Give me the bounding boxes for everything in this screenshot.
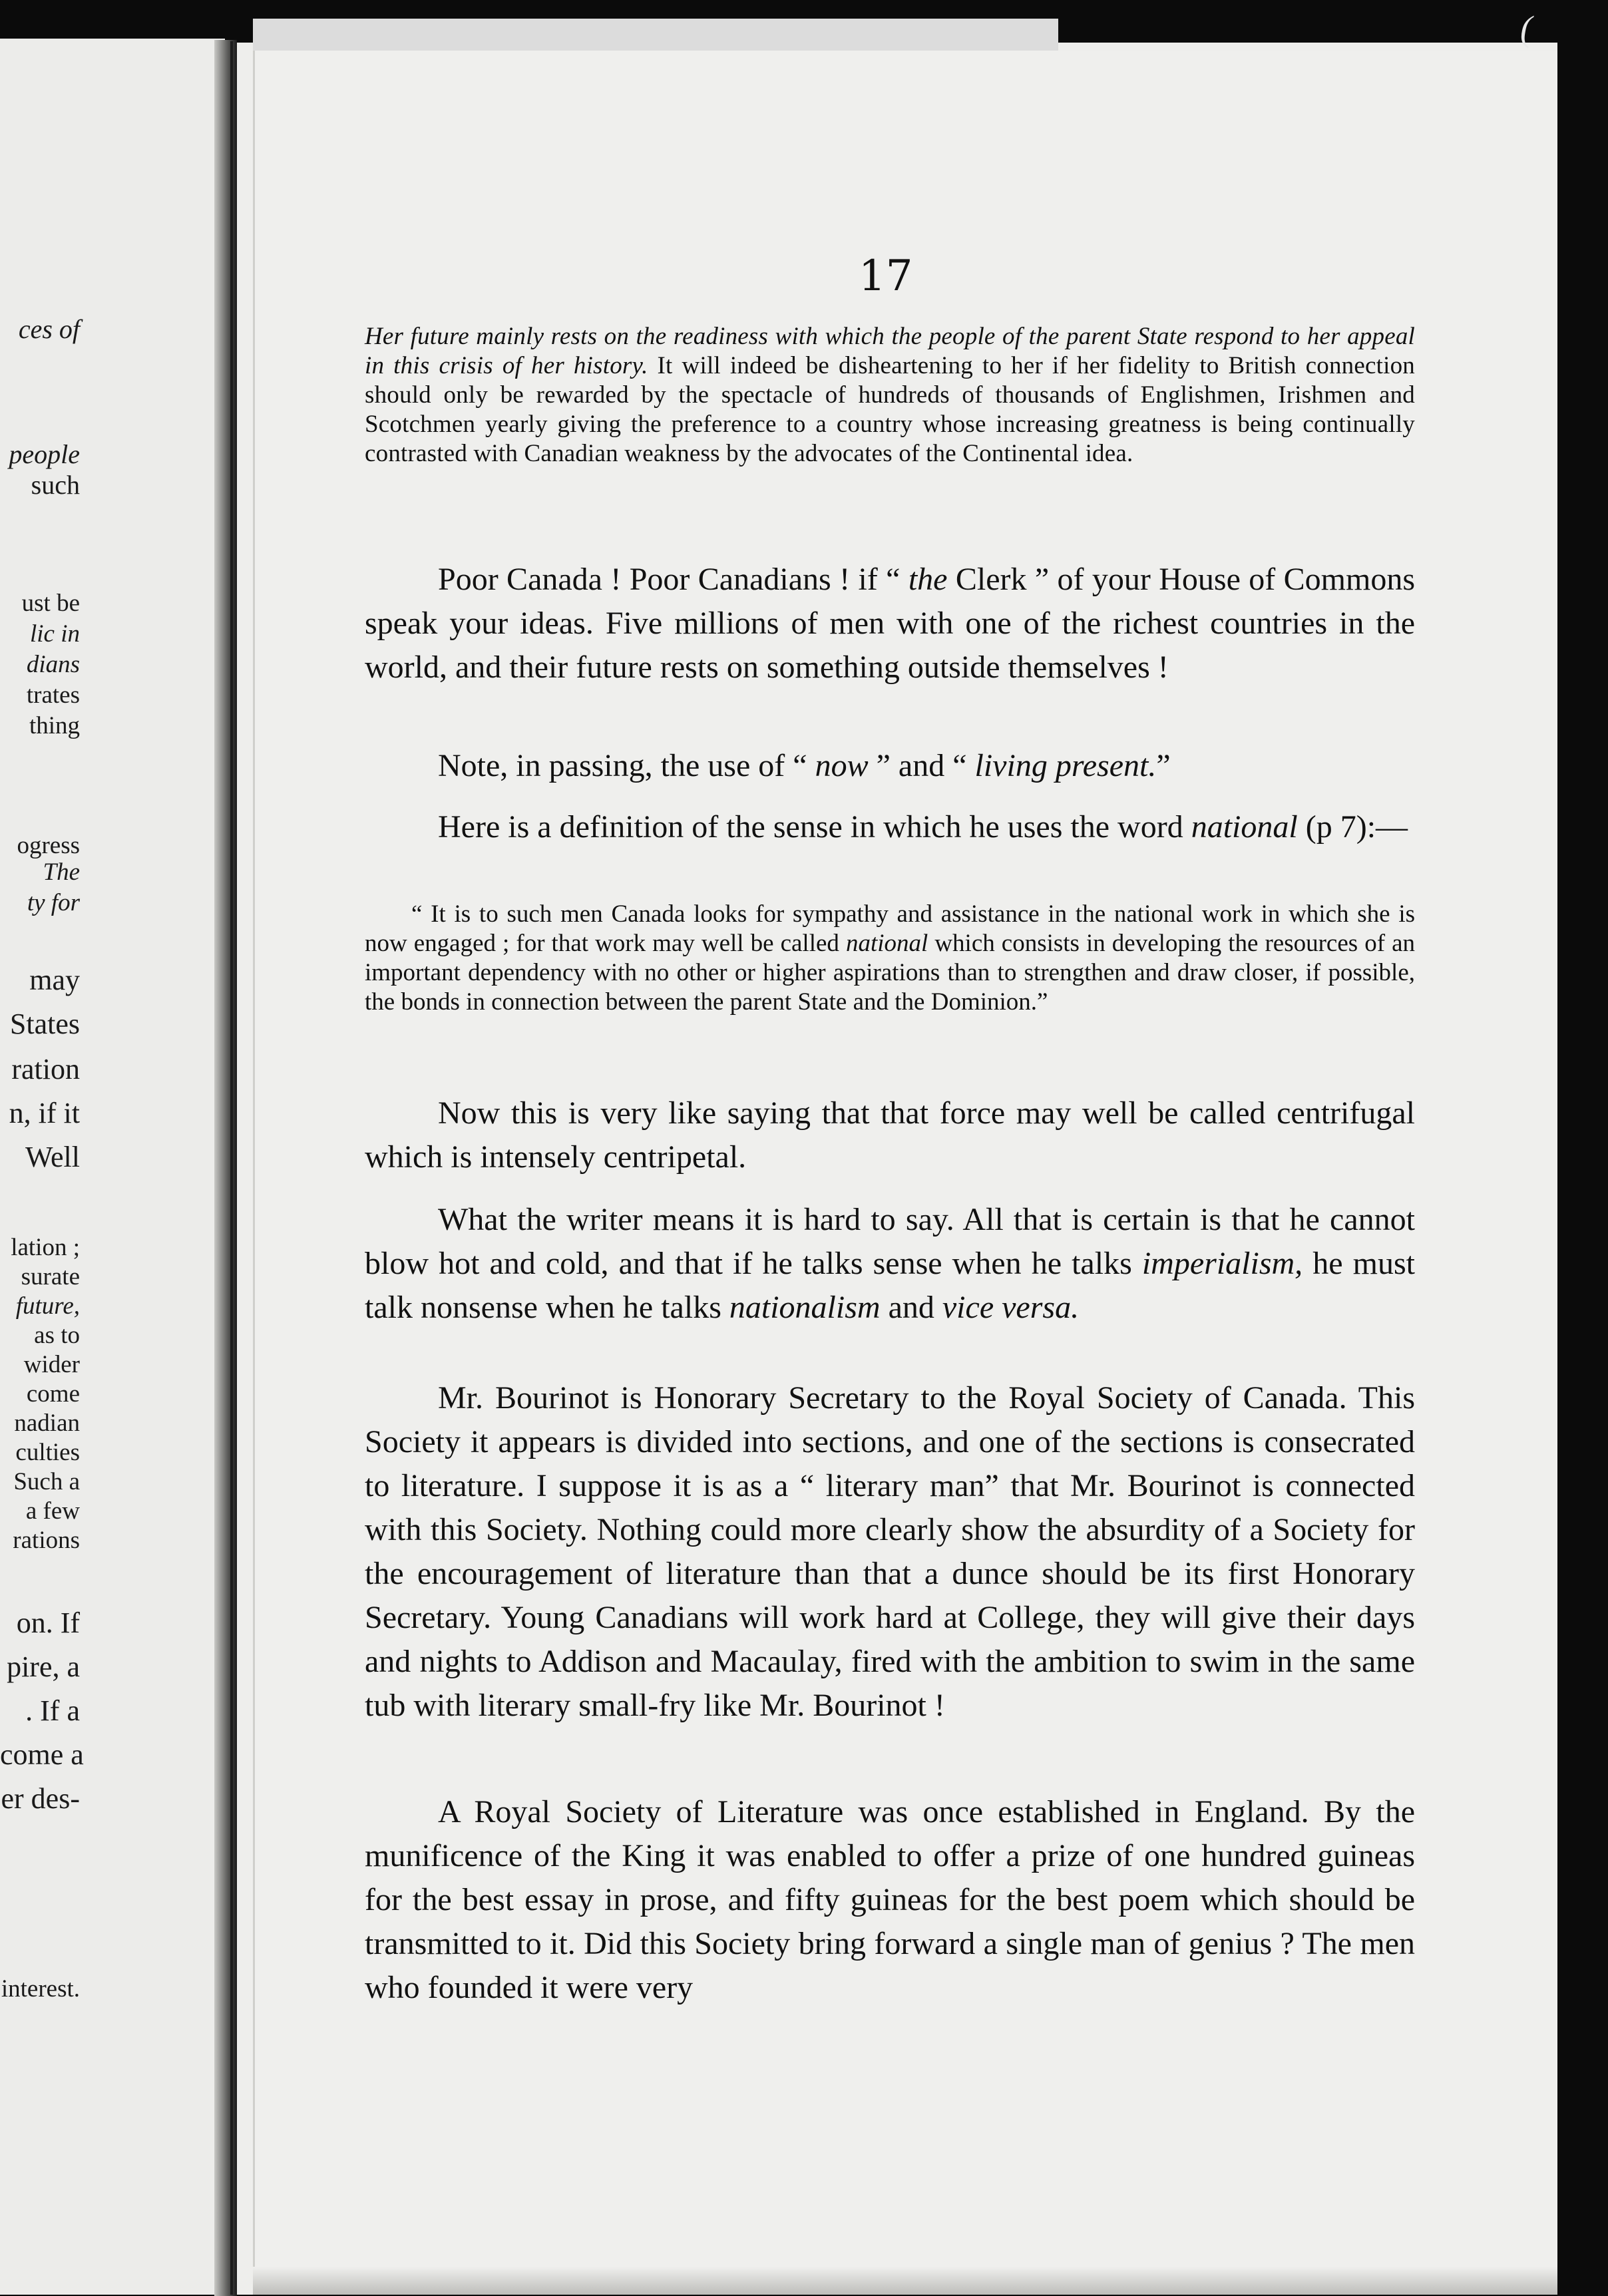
top-quote (365, 322, 1415, 469)
para5-text-a: What the writer means it is hard to say. All that is certain is that he cannot blow hot and cold, and that if he talks sense when he talks (365, 1202, 1415, 1281)
left-page-fragment: ration (11, 1053, 80, 1085)
left-page-fragment: interest. (1, 1975, 80, 2003)
para3-text-a: Here is a definition of the sense in which he uses the word (438, 809, 1191, 845)
para2-emphasis-living: living present. (974, 748, 1157, 783)
corner-mark: ( (1520, 9, 1532, 49)
left-page-fragment: as to (34, 1322, 80, 1349)
left-page-fragment: dians (26, 651, 80, 678)
left-page-fragment: people (9, 439, 80, 469)
para5-text-c: he must talk nonsense when he talks (365, 1246, 1415, 1325)
para2-text-c: ” and “ (868, 748, 975, 783)
para5-text-e: and (880, 1290, 942, 1325)
left-page-fragment: trates (26, 681, 80, 709)
para2-text-e: ” (1156, 748, 1171, 783)
para5-emphasis-imperialism: imperialism, (1141, 1246, 1303, 1281)
para6-text: Mr. Bourinot is Honorary Secretary to the Royal Society of Canada. This Society it appears is divided into sections, and one of the sections is consecrated to literature. I suppose it is as a “ literary man” that Mr. Bourinot is connected with this Society. Nothing could more clearly show the absurdity of a Society for the encouragement of literature than that a dunce should be its first Honorary Secretary. Young Canadians will work hard at College, they will give their days and nights to Addison and Macaulay, fired with the ambition to swim in the same tub with literary small-fry like Mr. Bourinot ! (365, 1380, 1415, 1723)
book-gutter (230, 41, 233, 2295)
left-page-fragment: thing (29, 712, 80, 739)
paragraph-6 (365, 1376, 1415, 1728)
left-page-fragment: nadian (14, 1410, 80, 1437)
paragraph-7 (365, 1790, 1415, 2010)
quote-text-a: “ It is to such men Canada looks for sympathy and assistance in the national work in which she is now engaged ; for that work may well be called (365, 900, 1415, 957)
paragraph-5 (365, 1198, 1415, 1330)
para2-emphasis-now: now (815, 748, 869, 783)
para1-text-c: Clerk ” of your House of Commons speak your ideas. Five millions of men with one of the richest countries in the world, and their future rests on something outside themselves ! (365, 562, 1416, 685)
left-page-fragment: may (29, 964, 80, 996)
para7-text: A Royal Society of Literature was once established in England. By the munificence of the King it was enabled to offer a prize of one hundred guineas for the best essay in prose, and fifty guineas for the best poem which should be transmitted to it. Did this Society bring forward a single man of genius ? The men who founded it were very (365, 1794, 1415, 2005)
top-quote-italic: Her future mainly rests on the readiness with which the people of the parent State respond to her appeal in this crisis of her history. (365, 323, 1415, 379)
left-page-fragment: ty for (27, 889, 80, 916)
left-page-fragment: such (31, 470, 80, 500)
block-quote (365, 900, 1415, 1017)
left-page-fragment: n, if it (9, 1097, 80, 1129)
page-number: 17 (859, 252, 913, 301)
left-page-fragment: pire, a (7, 1650, 80, 1683)
left-page-fragment: States (9, 1008, 80, 1040)
scan-border-right (1557, 43, 1608, 2295)
scan-border (0, 0, 233, 27)
left-page-fragment: on. If (16, 1607, 80, 1639)
left-page-fragment: culties (15, 1439, 80, 1466)
bottom-page-edge (253, 2267, 1557, 2295)
para2-text-a: Note, in passing, the use of “ (438, 748, 815, 783)
left-page-fragment: The (43, 859, 80, 886)
left-page-fragment: lic in (29, 620, 80, 648)
left-page-fragment: rations (13, 1527, 80, 1554)
left-page-fragment: Such a (13, 1468, 80, 1495)
paragraph-2 (365, 744, 1415, 788)
left-page-fragment: er des- (1, 1782, 80, 1815)
quote-emphasis: national (845, 930, 928, 957)
left-page-edge (214, 40, 237, 2296)
para3-emphasis: national (1191, 809, 1298, 845)
left-page-fragment: ces of (18, 314, 80, 344)
para5-emphasis-vice-versa: vice versa. (942, 1290, 1080, 1325)
left-page-fragment: future, (15, 1292, 80, 1320)
left-page-fragment: come a (0, 1738, 84, 1771)
left-page-fragment: come (26, 1380, 80, 1408)
left-page-fragment: . If a (25, 1694, 80, 1727)
para3-text-c: (p 7):— (1297, 809, 1408, 845)
left-page-fragment: lation ; (11, 1234, 80, 1261)
paragraph-1 (365, 558, 1415, 689)
para1-emphasis: the (908, 562, 948, 597)
paragraph-3 (365, 805, 1415, 849)
quote-text-c: which consists in developing the resources of an important dependency with no other or higher aspirations than to strengthen and draw closer, if possible, the bonds in connection between the parent State and the Dominion.” (365, 930, 1415, 1016)
left-page-fragment: ogress (17, 832, 80, 859)
left-page-fragment: ust be (21, 590, 80, 617)
top-quote-text: It will indeed be disheartening to her if her fidelity to British connection should only be rewarded by the spectacle of hundreds of thousands of Englishmen, Irishmen and Scotchmen yearly giving the preference to a country whose increasing greatness is being continually contrasted with Canadian weakness by the advocates of the Continental idea. (365, 352, 1415, 467)
left-page-fragment: surate (21, 1263, 80, 1290)
para1-text-a: Poor Canada ! Poor Canadians ! if “ (438, 562, 908, 597)
left-page-fragment: a few (25, 1497, 80, 1525)
top-page-edge (253, 19, 1058, 53)
paragraph-4 (365, 1091, 1415, 1179)
left-page-fragment: Well (25, 1141, 80, 1173)
para4-text: Now this is very like saying that that force may well be called centrifugal which is intensely centripetal. (365, 1095, 1415, 1175)
left-page-fragment: wider (23, 1351, 80, 1378)
para5-emphasis-nationalism: nationalism (729, 1290, 881, 1325)
